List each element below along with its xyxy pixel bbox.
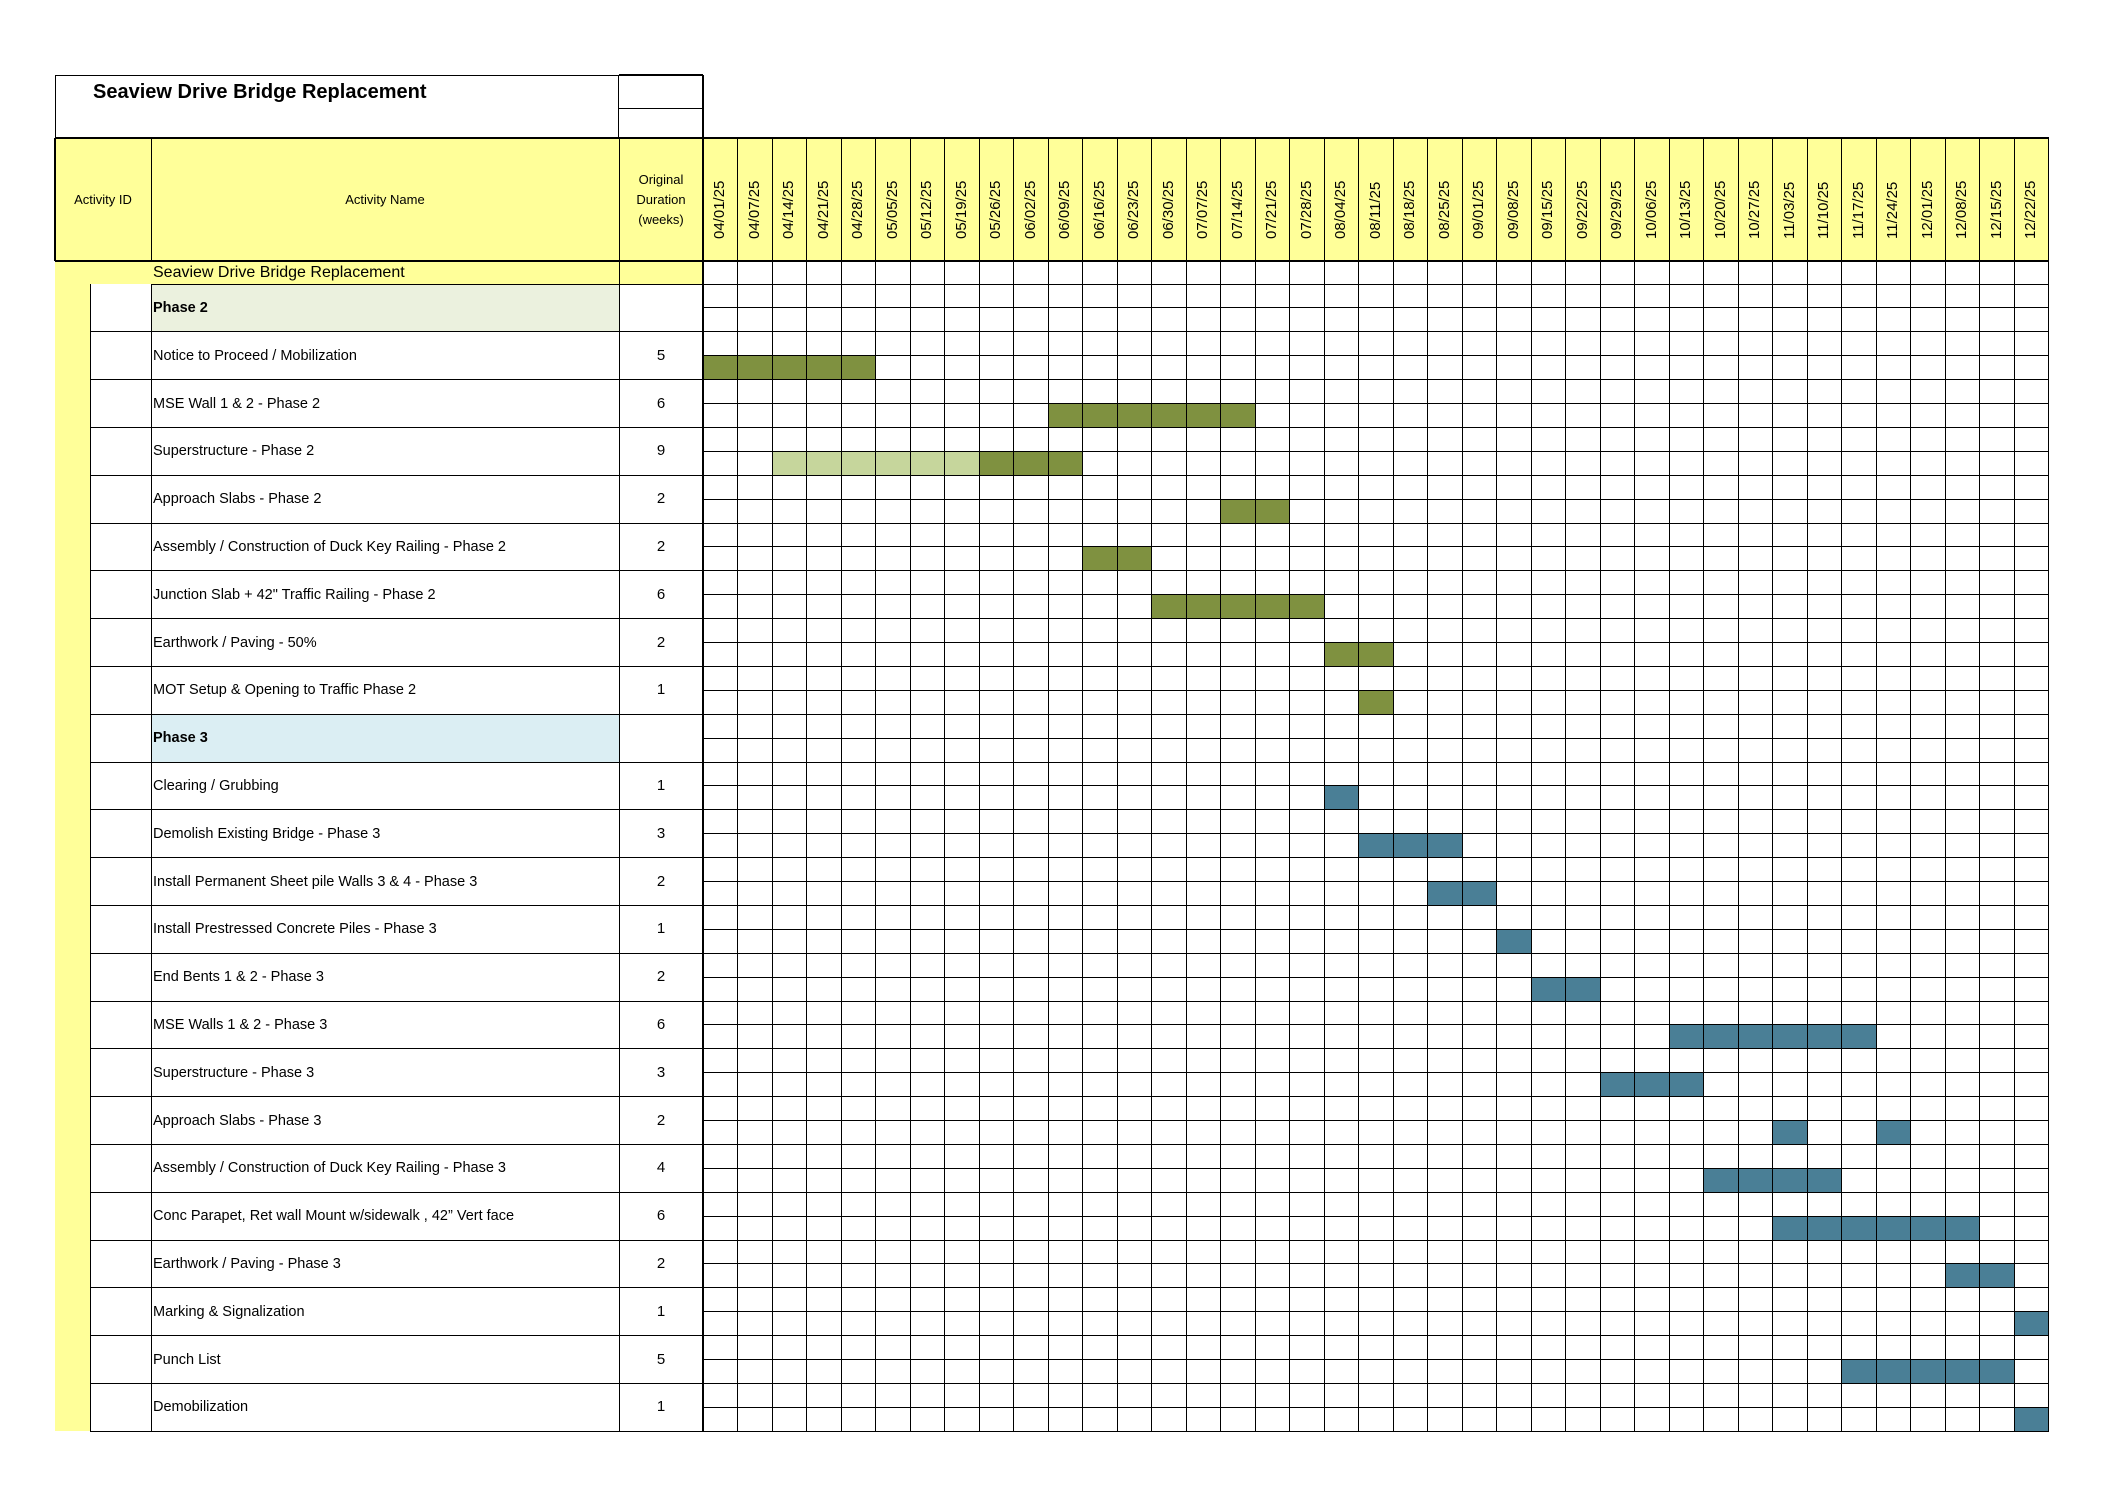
schedule-bar — [1152, 595, 1325, 619]
grid-line — [90, 570, 703, 571]
grid-line — [1703, 261, 1704, 1431]
schedule-bar — [1359, 690, 1394, 714]
header-activity-name: Activity Name — [345, 192, 425, 207]
grid-line — [1117, 261, 1118, 1431]
schedule-bar — [1773, 1121, 1808, 1145]
activity-duration: 6 — [656, 585, 666, 603]
activity-duration: 6 — [656, 1207, 666, 1225]
grid-line — [944, 261, 945, 1431]
grid-line — [703, 785, 2049, 786]
grid-line — [2048, 138, 2050, 261]
grid-line — [703, 261, 2049, 262]
grid-line — [1082, 261, 1083, 1431]
grid-line — [703, 523, 2049, 524]
grid-line — [703, 1024, 2049, 1025]
grid-line — [979, 138, 980, 261]
grid-line — [90, 331, 703, 332]
grid-line — [1531, 138, 1532, 261]
activity-name: Install Permanent Sheet pile Walls 3 & 4 - Phase 3 — [153, 873, 478, 890]
grid-line — [875, 138, 876, 261]
date-label: 06/09/25 — [1056, 180, 1073, 239]
grid-line — [90, 427, 703, 428]
activity-duration: 6 — [656, 1015, 666, 1033]
date-label: 08/04/25 — [1332, 180, 1349, 239]
grid-line — [1910, 261, 1911, 1431]
activity-name: End Bents 1 & 2 - Phase 3 — [153, 969, 324, 986]
date-label: 04/28/25 — [849, 180, 866, 239]
activity-name: Notice to Proceed / Mobilization — [153, 347, 357, 364]
schedule-bar — [1842, 1360, 2015, 1384]
grid-line — [90, 1144, 703, 1145]
grid-line — [703, 714, 2049, 715]
date-label: 08/25/25 — [1435, 180, 1453, 239]
grid-line — [90, 762, 703, 763]
grid-line — [1358, 138, 1359, 261]
grid-line — [703, 1335, 2049, 1336]
grid-line — [1703, 138, 1704, 261]
grid-line — [2048, 261, 2050, 1431]
grid-line — [703, 738, 2049, 739]
activity-duration: 3 — [656, 1063, 666, 1081]
grid-line — [703, 618, 2049, 619]
grid-line — [1117, 138, 1118, 261]
grid-line — [703, 1048, 2049, 1049]
date-label: 04/07/25 — [745, 180, 763, 239]
grid-line — [90, 1096, 703, 1097]
date-label: 04/21/25 — [814, 180, 832, 239]
grid-line — [1151, 138, 1152, 261]
grid-line — [1772, 138, 1773, 261]
activity-name: Marking & Signalization — [153, 1303, 305, 1320]
date-label: 04/01/25 — [711, 180, 728, 239]
grid-line — [1462, 261, 1463, 1431]
grid-line — [90, 666, 703, 667]
activity-duration: 1 — [656, 1302, 666, 1320]
grid-line — [1807, 138, 1808, 261]
schedule-bar — [2014, 1312, 2049, 1336]
grid-line — [703, 331, 2049, 332]
grid-line — [703, 570, 2049, 571]
date-label: 06/02/25 — [1021, 180, 1039, 239]
date-label: 09/15/25 — [1539, 180, 1556, 239]
grid-line — [1738, 138, 1739, 261]
activity-name: Assembly / Construction of Duck Key Railing - Phase 3 — [153, 1160, 506, 1177]
date-label: 11/17/25 — [1849, 181, 1867, 239]
grid-line — [619, 284, 703, 285]
activity-duration: 1 — [656, 681, 666, 699]
date-label: 06/30/25 — [1159, 180, 1177, 239]
activity-duration: 5 — [656, 346, 666, 364]
grid-line — [90, 857, 703, 858]
activity-duration: 2 — [656, 537, 666, 555]
grid-line — [1910, 138, 1911, 261]
grid-line — [1496, 138, 1497, 261]
grid-line — [703, 427, 2049, 428]
grid-line — [1979, 138, 1980, 261]
grid-line — [703, 857, 2049, 858]
activity-duration: 1 — [656, 920, 666, 938]
grid-line — [90, 1383, 703, 1384]
date-label: 07/21/25 — [1263, 180, 1280, 239]
grid-line — [1048, 261, 1049, 1431]
grid-line — [703, 284, 2049, 285]
date-label: 06/23/25 — [1125, 180, 1142, 239]
grid-line — [703, 379, 2049, 380]
date-label: 09/01/25 — [1470, 180, 1487, 239]
activity-name: Assembly / Construction of Duck Key Railing - Phase 2 — [153, 538, 506, 555]
date-label: 08/11/25 — [1366, 181, 1384, 239]
phase-label: Phase 2 — [153, 299, 208, 316]
grid-line — [703, 1001, 2049, 1002]
activity-name: Clearing / Grubbing — [153, 777, 279, 794]
date-label: 11/10/25 — [1815, 181, 1832, 239]
grid-line — [1289, 261, 1290, 1431]
schedule-bar — [1876, 1121, 1911, 1145]
grid-line — [1876, 261, 1877, 1431]
grid-line — [1013, 261, 1014, 1431]
grid-line — [703, 546, 2049, 547]
grid-line — [703, 307, 2049, 308]
date-label: 12/15/25 — [1987, 180, 2005, 239]
grid-line — [1255, 138, 1256, 261]
grid-line — [703, 977, 2049, 978]
grid-line — [90, 1431, 703, 1432]
date-label: 10/27/25 — [1746, 180, 1763, 239]
grid-line — [1841, 261, 1842, 1431]
grid-line — [1427, 138, 1428, 261]
grid-line — [703, 1216, 2049, 1217]
grid-line — [703, 355, 2049, 356]
grid-line — [703, 1192, 2049, 1193]
grid-line — [703, 1287, 2049, 1288]
date-label: 12/22/25 — [2022, 180, 2039, 239]
activity-name: Demolish Existing Bridge - Phase 3 — [153, 825, 381, 842]
grid-line — [703, 905, 2049, 906]
project-row-strip — [90, 261, 151, 284]
activity-name: Superstructure - Phase 2 — [153, 443, 315, 460]
grid-line — [841, 138, 842, 261]
header-activity-id: Activity ID — [74, 192, 132, 207]
date-label: 07/07/25 — [1194, 180, 1211, 239]
grid-line — [1600, 261, 1601, 1431]
grid-line — [1565, 261, 1566, 1431]
date-label: 09/29/25 — [1608, 180, 1625, 239]
activity-duration: 6 — [656, 394, 666, 412]
grid-line — [1462, 138, 1463, 261]
activity-duration: 2 — [656, 633, 666, 651]
activity-duration: 2 — [656, 1254, 666, 1272]
schedule-bar — [703, 356, 876, 380]
grid-line — [875, 261, 876, 1431]
grid-line — [1772, 261, 1773, 1431]
grid-line — [1979, 261, 1980, 1431]
grid-line — [703, 690, 2049, 691]
header-duration: Original — [638, 172, 684, 187]
grid-line — [944, 138, 945, 261]
left-strip — [55, 261, 90, 1431]
date-label: 11/03/25 — [1780, 181, 1798, 239]
activity-duration: 2 — [656, 490, 666, 508]
grid-line — [1255, 261, 1256, 1431]
grid-line — [841, 261, 842, 1431]
grid-line — [703, 403, 2049, 404]
grid-line — [703, 1120, 2049, 1121]
phase-band — [151, 714, 619, 762]
grid-line — [151, 284, 619, 285]
grid-line — [1393, 138, 1394, 261]
grid-line — [1082, 138, 1083, 261]
schedule-bar — [1497, 929, 1532, 953]
schedule-bar — [1324, 786, 1359, 810]
date-label: 06/16/25 — [1090, 180, 1108, 239]
activity-duration: 2 — [656, 1111, 666, 1129]
grid-line — [1634, 138, 1635, 261]
grid-line — [1738, 261, 1739, 1431]
grid-line — [1324, 261, 1325, 1431]
grid-line — [90, 1287, 703, 1288]
header-duration: Duration — [636, 192, 686, 207]
grid-line — [90, 1001, 703, 1002]
grid-line — [703, 1144, 2049, 1145]
grid-line — [1600, 138, 1601, 261]
grid-line — [737, 138, 738, 261]
grid-line — [1324, 138, 1325, 261]
grid-line — [703, 1311, 2049, 1312]
grid-line — [1220, 138, 1221, 261]
date-label: 09/22/25 — [1573, 180, 1591, 239]
grid-line — [703, 666, 2049, 667]
grid-line — [702, 75, 704, 138]
date-label: 12/01/25 — [1918, 180, 1936, 239]
date-label: 12/08/25 — [1953, 180, 1970, 239]
grid-line — [703, 642, 2049, 643]
grid-line — [1841, 138, 1842, 261]
activity-duration: 3 — [656, 824, 666, 842]
grid-line — [703, 809, 2049, 810]
grid-line — [703, 1431, 2049, 1432]
grid-line — [1876, 138, 1877, 261]
grid-line — [90, 618, 703, 619]
grid-line — [1186, 138, 1187, 261]
date-label: 04/14/25 — [780, 180, 797, 239]
grid-line — [703, 1359, 2049, 1360]
grid-line — [703, 1168, 2049, 1169]
grid-line — [703, 953, 2049, 954]
grid-line — [703, 1263, 2049, 1264]
activity-duration: 9 — [656, 442, 666, 460]
grid-line — [737, 261, 738, 1431]
grid-line — [806, 138, 807, 261]
date-label: 10/20/25 — [1711, 180, 1729, 239]
grid-line — [90, 905, 703, 906]
grid-line — [90, 953, 703, 954]
date-label: 05/19/25 — [952, 180, 970, 239]
grid-line — [910, 261, 911, 1431]
grid-line — [1634, 261, 1635, 1431]
grid-line — [90, 523, 703, 524]
grid-line — [1013, 138, 1014, 261]
activity-name: Superstructure - Phase 3 — [153, 1064, 315, 1081]
date-label: 11/24/25 — [1884, 181, 1901, 239]
date-label: 05/12/25 — [918, 180, 935, 239]
grid-line — [1427, 261, 1428, 1431]
phase-band — [151, 284, 619, 332]
date-label: 07/14/25 — [1228, 180, 1246, 239]
grid-line — [1945, 261, 1946, 1431]
grid-line — [90, 1048, 703, 1049]
grid-line — [910, 138, 911, 261]
grid-line — [90, 809, 703, 810]
grid-line — [619, 74, 703, 76]
grid-line — [703, 1240, 2049, 1241]
date-label: 10/13/25 — [1677, 180, 1694, 239]
date-label: 05/05/25 — [883, 180, 901, 239]
grid-line — [1807, 261, 1808, 1431]
grid-line — [979, 261, 980, 1431]
grid-line — [1531, 261, 1532, 1431]
grid-line — [806, 261, 807, 1431]
grid-line — [1289, 138, 1290, 261]
activity-name: Earthwork / Paving - Phase 3 — [153, 1255, 341, 1272]
grid-line — [772, 138, 773, 261]
grid-line — [90, 714, 703, 715]
date-label: 09/08/25 — [1504, 180, 1522, 239]
grid-line — [1669, 261, 1670, 1431]
grid-line — [703, 881, 2049, 882]
grid-line — [703, 762, 2049, 763]
activity-duration: 1 — [656, 1398, 666, 1416]
grid-line — [703, 475, 2049, 476]
grid-line — [1186, 261, 1187, 1431]
page-title: Seaview Drive Bridge Replacement — [93, 81, 427, 103]
grid-line — [703, 929, 2049, 930]
activity-duration: 4 — [656, 1159, 666, 1177]
activity-duration: 1 — [656, 776, 666, 794]
date-label: 10/06/25 — [1642, 180, 1660, 239]
grid-line — [703, 833, 2049, 834]
grid-line — [2014, 261, 2015, 1431]
activity-name: MSE Wall 1 & 2 - Phase 2 — [153, 395, 321, 412]
date-label: 08/18/25 — [1401, 180, 1418, 239]
grid-line — [1945, 138, 1946, 261]
grid-line — [55, 137, 2049, 139]
grid-line — [90, 379, 703, 380]
activity-name: Earthwork / Paving - 50% — [153, 634, 317, 651]
grid-line — [772, 261, 773, 1431]
grid-line — [1669, 138, 1670, 261]
grid-line — [1393, 261, 1394, 1431]
grid-line — [1151, 261, 1152, 1431]
activity-name: Approach Slabs - Phase 2 — [153, 491, 322, 508]
grid-line — [703, 1383, 2049, 1384]
activity-name: MSE Walls 1 & 2 - Phase 3 — [153, 1016, 328, 1033]
grid-line — [619, 108, 703, 109]
grid-line — [90, 1192, 703, 1193]
grid-line — [1220, 261, 1221, 1431]
grid-line — [90, 475, 703, 476]
schedule-bar — [2014, 1407, 2049, 1431]
schedule-bar — [1600, 1073, 1704, 1097]
grid-line — [703, 1096, 2049, 1097]
grid-line — [703, 1072, 2049, 1073]
grid-line — [703, 1407, 2049, 1408]
activity-name: MOT Setup & Opening to Traffic Phase 2 — [153, 682, 417, 699]
grid-line — [1048, 138, 1049, 261]
activity-name: Demobilization — [153, 1399, 249, 1416]
grid-line — [1496, 261, 1497, 1431]
grid-line — [703, 451, 2049, 452]
activity-name: Approach Slabs - Phase 3 — [153, 1112, 322, 1129]
header-duration: (weeks) — [638, 212, 684, 227]
schedule-bar — [979, 451, 1083, 475]
project-row-label: Seaview Drive Bridge Replacement — [153, 264, 405, 281]
activity-name: Junction Slab + 42" Traffic Railing - Phase 2 — [153, 586, 436, 603]
activity-duration: 2 — [656, 968, 666, 986]
activity-name: Punch List — [153, 1351, 221, 1368]
activity-duration: 5 — [656, 1350, 666, 1368]
grid-line — [703, 594, 2049, 595]
schedule-bar — [1359, 834, 1463, 858]
grid-line — [90, 1240, 703, 1241]
activity-duration: 2 — [656, 872, 666, 890]
grid-line — [2014, 138, 2015, 261]
grid-line — [1358, 261, 1359, 1431]
date-label: 07/28/25 — [1297, 180, 1315, 239]
date-label: 05/26/25 — [987, 180, 1004, 239]
grid-line — [703, 499, 2049, 500]
activity-name: Install Prestressed Concrete Piles - Phase 3 — [153, 921, 437, 938]
grid-line — [90, 1335, 703, 1336]
activity-name: Conc Parapet, Ret wall Mount w/sidewalk , 42” Vert face — [153, 1208, 515, 1225]
phase-label: Phase 3 — [153, 730, 208, 747]
grid-line — [1565, 138, 1566, 261]
